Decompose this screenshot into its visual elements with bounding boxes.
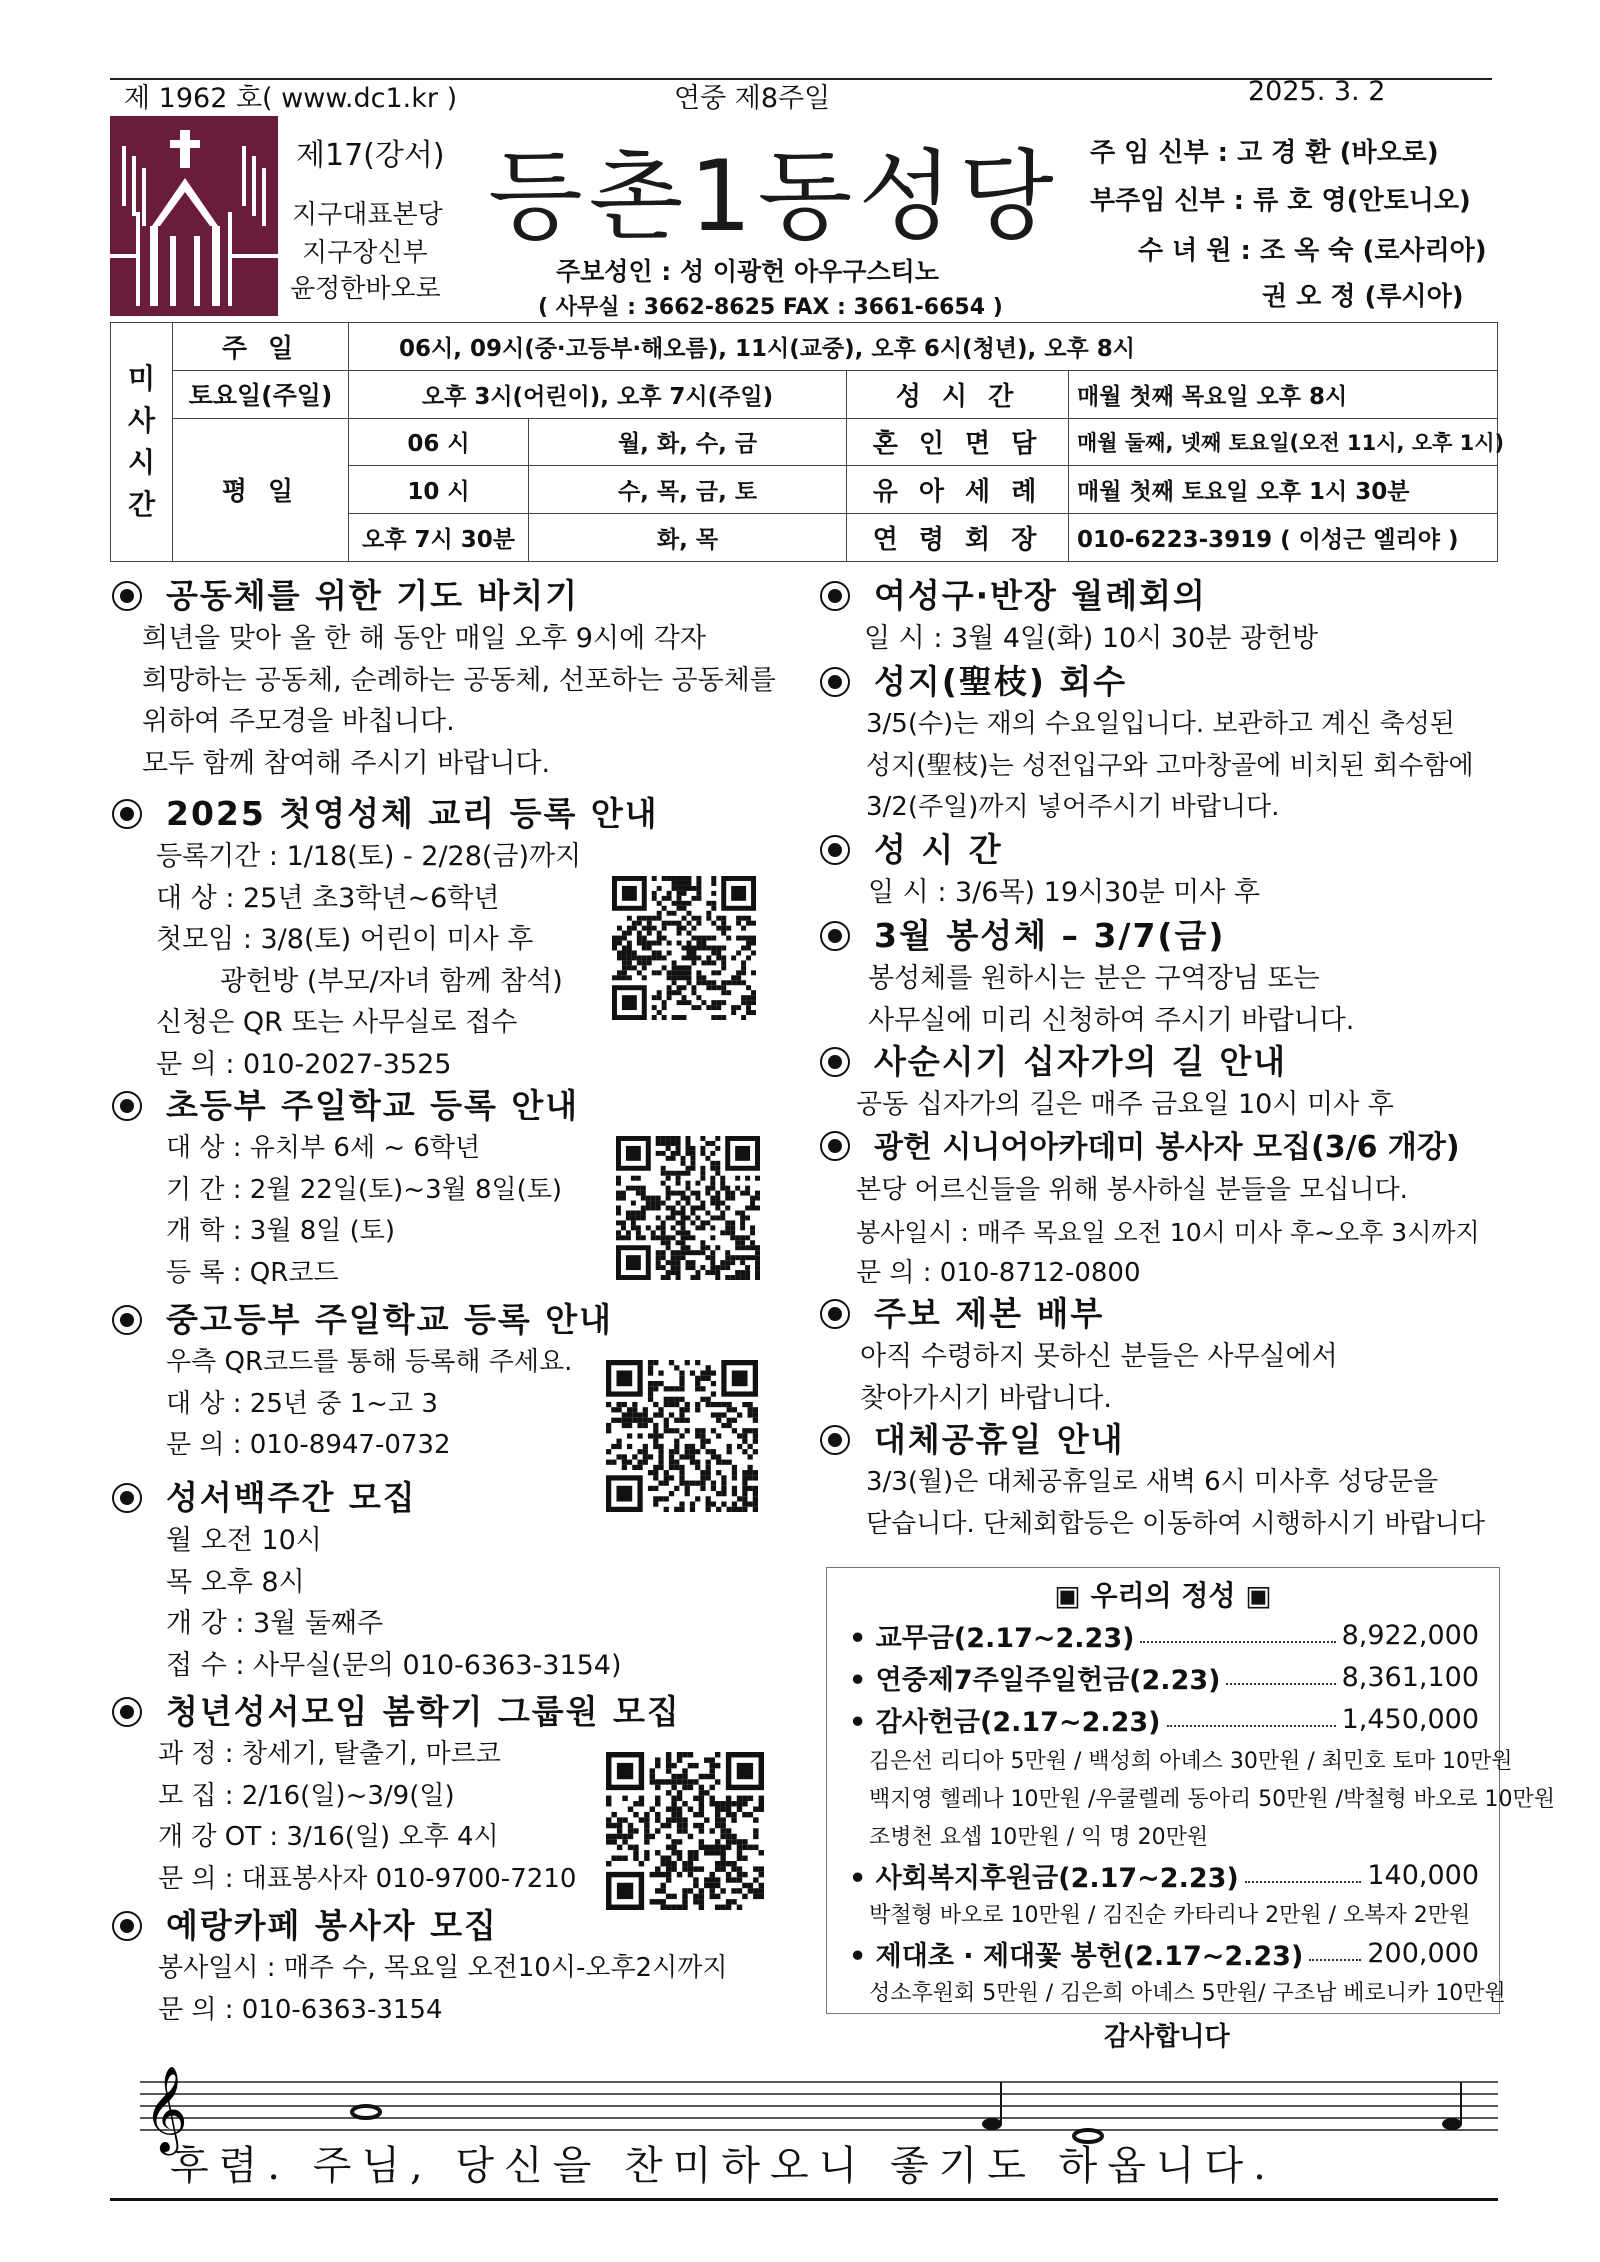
marriage-consult-label: 혼 인 면 담 xyxy=(847,418,1069,466)
district-line-4: 윤정한바오로 xyxy=(290,274,441,304)
section-line: 기 간 : 2월 22일(토)~3월 8일(토) xyxy=(166,1174,563,1205)
offering-label: • 감사헌금(2.17~2.23) xyxy=(849,1707,1161,1738)
section-line: 등 록 : QR코드 xyxy=(166,1257,339,1288)
mass-schedule-table xyxy=(110,322,1505,562)
donor-line: 백지영 헬레나 10만원 /우쿨렐레 동아리 50만원 /박철형 바오로 10만원 xyxy=(869,1787,1556,1812)
section-line: 개 강 : 3월 둘째주 xyxy=(166,1608,384,1639)
section-line: 위하여 주모경을 바칩니다. xyxy=(142,706,455,737)
section-line: 봉사일시 : 매주 수, 목요일 오전10시-오후2시까지 xyxy=(158,1953,728,1983)
section-line: 일 시 : 3/6목) 19시30분 미사 후 xyxy=(868,877,1260,908)
notice-stations-cross xyxy=(820,1040,1394,1126)
section-line: 월 오전 10시 xyxy=(166,1525,322,1556)
notice-women-meeting xyxy=(820,574,1318,660)
section-line: 문 의 : 010-8947-0732 xyxy=(166,1430,451,1460)
notice-youth-bible xyxy=(112,1690,681,1900)
section-title: 예랑카페 봉사자 모집 xyxy=(166,1906,498,1945)
section-line: 문 의 : 대표봉사자 010-9700-7210 xyxy=(158,1863,577,1894)
weekday-days-1: 월, 화, 수, 금 xyxy=(529,418,847,466)
section-line: 아직 수령하지 못하신 분들은 사무실에서 xyxy=(860,1341,1338,1372)
offering-amount: 140,000 xyxy=(1367,1860,1479,1891)
weekday-time-1: 06 시 xyxy=(349,418,529,466)
section-title: 청년성서모임 봄학기 그룹원 모집 xyxy=(166,1692,681,1731)
bullet-icon xyxy=(112,1697,142,1727)
weekday-days-2: 수, 목, 금, 토 xyxy=(529,466,847,514)
issue-date: 2025. 3. 2 xyxy=(1248,76,1386,107)
donor-line: 조병천 요셉 10만원 / 익 명 20만원 xyxy=(869,1825,1209,1850)
notice-senior-academy xyxy=(820,1126,1480,1295)
donor-line: 박철형 바오로 10만원 / 김진순 카타리나 2만원 / 오복자 2만원 xyxy=(869,1903,1471,1928)
section-line: 닫습니다. 단체회합등은 이동하여 시행하시기 바랍니다 xyxy=(866,1508,1485,1539)
offering-amount: 1,450,000 xyxy=(1341,1704,1479,1735)
section-line: 개 강 OT : 3/16(일) 오후 4시 xyxy=(158,1822,499,1852)
section-line: 3/3(월)은 대체공휴일로 새벽 6시 미사후 성당문을 xyxy=(866,1467,1439,1497)
notice-communion-sick xyxy=(820,914,1354,1041)
church-title: 등촌1동성당 xyxy=(488,140,1060,254)
offering-item xyxy=(849,1616,1479,1655)
office-contact: ( 사무실 : 3662-8625 FAX : 3661-6654 ) xyxy=(538,295,1003,320)
bullet-icon xyxy=(820,921,850,951)
bottom-divider xyxy=(110,2198,1498,2201)
sunday-label: 주 일 xyxy=(173,323,349,371)
section-title: 중고등부 주일학교 등록 안내 xyxy=(166,1300,614,1339)
district-name: 제17(강서) xyxy=(296,138,445,173)
weekday-time-2: 10 시 xyxy=(349,466,529,514)
section-title: 사순시기 십자가의 길 안내 xyxy=(874,1042,1288,1081)
bullet-icon xyxy=(112,1091,142,1121)
section-line: 문 의 : 010-6363-3154 xyxy=(158,1994,443,2025)
section-line: 공동 십자가의 길은 매주 금요일 10시 미사 후 xyxy=(856,1089,1394,1120)
section-line: 일 시 : 3월 4일(화) 10시 30분 광헌방 xyxy=(864,623,1319,654)
section-title: 여성구·반장 월례회의 xyxy=(874,576,1207,615)
offering-item xyxy=(849,1856,1479,1895)
church-icon xyxy=(110,116,278,316)
section-line: 본당 어르신들을 위해 봉사하실 분들을 모십니다. xyxy=(856,1175,1408,1205)
notice-first-communion xyxy=(112,792,659,1085)
mass-times-label: 미사시간 xyxy=(111,323,173,562)
section-line: 3/2(주일)까지 넣어주시기 바랍니다. xyxy=(866,792,1280,822)
section-line: 성지(聖枝)는 성전입구와 고마창골에 비치된 회수함에 xyxy=(866,750,1474,781)
section-line: 희망하는 공동체, 순례하는 공동체, 선포하는 공동체를 xyxy=(142,664,776,696)
bullet-icon xyxy=(820,1299,850,1329)
donor-line: 성소후원회 5만원 / 김은희 아녜스 5만원/ 구조남 베로니카 10만원 xyxy=(869,1981,1506,2006)
section-line: 대 상 : 유치부 6세 ~ 6학년 xyxy=(166,1133,481,1163)
section-line: 모두 함께 참여해 주시기 바랍니다. xyxy=(142,747,551,779)
section-line: 접 수 : 사무실(문의 010-6363-3154) xyxy=(166,1649,622,1681)
bullet-icon xyxy=(112,1483,142,1513)
section-line: 개 학 : 3월 8일 (토) xyxy=(166,1216,396,1246)
holy-hour-detail: 매월 첫째 목요일 오후 8시 xyxy=(1069,370,1498,418)
section-title: 공동체를 위한 기도 바치기 xyxy=(166,576,580,615)
section-title: 성 시 간 xyxy=(874,830,1003,869)
sunday-times: 06시, 09시(중·고등부·해오름), 11시(교중), 오후 6시(청년), 오후 8시 xyxy=(349,323,1498,371)
offering-amount: 8,922,000 xyxy=(1341,1620,1479,1651)
weekday-time-3: 오후 7시 30분 xyxy=(349,514,529,562)
notice-prayer xyxy=(112,574,776,784)
weekday-days-3: 화, 목 xyxy=(529,514,847,562)
section-line: 봉사일시 : 매주 목요일 오전 10시 미사 후~오후 3시까지 xyxy=(856,1217,1480,1247)
section-line: 3/5(수)는 재의 수요일입니다. 보관하고 계신 축성된 xyxy=(866,709,1455,739)
bullet-icon xyxy=(112,1305,142,1335)
section-title: 초등부 주일학교 등록 안내 xyxy=(166,1086,580,1125)
offering-box-title: ▣ 우리의 정성 ▣ xyxy=(1054,1579,1272,1612)
bullet-icon xyxy=(112,799,142,829)
church-logo xyxy=(110,116,278,316)
bullet-icon xyxy=(820,1425,850,1455)
bullet-icon xyxy=(112,1911,142,1941)
infant-baptism-detail: 매월 첫째 토요일 오후 1시 30분 xyxy=(1069,466,1498,514)
notice-elementary-school xyxy=(112,1084,579,1294)
section-line: 신청은 QR 또는 사무실로 접수 xyxy=(156,1007,518,1038)
offering-label: • 제대초 · 제대꽃 봉헌(2.17~2.23) xyxy=(849,1941,1304,1972)
saturday-times: 오후 3시(어린이), 오후 7시(주일) xyxy=(349,370,847,418)
saturday-label: 토요일(주일) xyxy=(173,370,349,418)
notice-substitute-holiday xyxy=(820,1418,1485,1545)
section-line: 목 오후 8시 xyxy=(166,1566,305,1598)
section-title: 성서백주간 모집 xyxy=(166,1478,417,1517)
offering-label: • 사회복지후원금(2.17~2.23) xyxy=(849,1863,1239,1894)
offering-amount: 8,361,100 xyxy=(1341,1662,1479,1693)
section-line: 찾아가시기 바랍니다. xyxy=(860,1382,1112,1414)
qr-code-first-communion[interactable] xyxy=(612,876,756,1020)
offering-amount: 200,000 xyxy=(1367,1938,1479,1969)
offering-box xyxy=(826,1567,1556,2014)
marriage-consult-detail: 매월 둘째, 넷째 토요일(오전 11시, 오후 1시) xyxy=(1069,418,1498,466)
hymn-refrain: 후렴. 주님, 당신을 찬미하오니 좋기도 하옵니다. xyxy=(170,2143,1276,2189)
section-line: 과 정 : 창세기, 탈출기, 마르코 xyxy=(158,1739,501,1769)
offering-item xyxy=(849,1658,1479,1697)
qr-code-young-adult[interactable] xyxy=(606,1752,764,1910)
bullet-icon xyxy=(820,667,850,697)
section-line: 등록기간 : 1/18(토) - 2/28(금)까지 xyxy=(156,841,582,872)
infant-baptism-label: 유 아 세 례 xyxy=(847,466,1069,514)
district-line-3: 지구장신부 xyxy=(302,238,428,268)
section-title: 성지(聖枝) 회수 xyxy=(874,662,1128,701)
issue-number: 제 1962 호( www.dc1.kr ) xyxy=(124,83,458,114)
offering-label: • 교무금(2.17~2.23) xyxy=(849,1623,1135,1654)
notice-palm-collection xyxy=(820,660,1474,829)
section-line: 대 상 : 25년 초3학년~6학년 xyxy=(156,882,500,914)
notice-cafe-volunteer xyxy=(112,1904,727,2031)
note-icon xyxy=(982,2118,1002,2130)
bullet-icon xyxy=(820,835,850,865)
qr-code-youth[interactable] xyxy=(606,1360,758,1512)
top-divider xyxy=(110,78,1492,80)
patron-saint: 주보성인 : 성 이광헌 아우구스티노 xyxy=(556,257,939,286)
section-line: 문 의 : 010-8712-0800 xyxy=(856,1258,1141,1288)
section-line: 우측 QR코드를 통해 등록해 주세요. xyxy=(166,1347,573,1377)
notice-holy-hour xyxy=(820,828,1260,914)
holy-hour-label: 성 시 간 xyxy=(847,370,1069,418)
assistant-pastor: 부주임 신부 : 류 호 영(안토니오) xyxy=(1090,186,1471,216)
section-title: 대체공휴일 안내 xyxy=(874,1420,1125,1459)
treble-clef-icon: 𝄞 xyxy=(144,2066,188,2152)
section-line: 광헌방 (부모/자녀 함께 참석) xyxy=(220,965,563,997)
notice-bulletin-binding xyxy=(820,1292,1338,1419)
section-line: 봉성체를 원하시는 분은 구역장님 또는 xyxy=(868,963,1320,994)
weekday-label: 평 일 xyxy=(173,418,349,561)
section-line: 문 의 : 010-2027-3525 xyxy=(156,1048,452,1080)
bullet-icon xyxy=(820,581,850,611)
note-icon xyxy=(352,2106,380,2118)
bullet-icon xyxy=(820,1047,850,1077)
district-line-2: 지구대표본당 xyxy=(292,200,443,230)
offering-item xyxy=(849,1934,1479,1973)
note-icon xyxy=(1442,2118,1462,2130)
qr-code-elementary[interactable] xyxy=(616,1136,760,1280)
funeral-contact-detail: 010-6223-3919 ( 이성근 엘리야 ) xyxy=(1069,514,1498,562)
section-line: 모 집 : 2/16(일)~3/9(일) xyxy=(158,1780,455,1811)
bullet-icon xyxy=(820,1131,850,1161)
offering-item xyxy=(849,1700,1479,1739)
funeral-contact-label: 연 령 회 장 xyxy=(847,514,1069,562)
section-title: 3월 봉성체 – 3/7(금) xyxy=(874,916,1226,955)
thanks-text: 감사합니다 xyxy=(1104,2022,1230,2052)
notice-youth-school xyxy=(112,1298,613,1467)
donor-line: 김은선 리디아 5만원 / 백성희 아녜스 30만원 / 최민호 토마 10만원 xyxy=(869,1749,1513,1774)
sister-2: 권 오 정 (루시아) xyxy=(1262,282,1464,312)
bullet-icon xyxy=(112,581,142,611)
sister-1: 수 녀 원 : 조 옥 숙 (로사리아) xyxy=(1138,236,1487,266)
section-line: 희년을 맞아 올 한 해 동안 매일 오후 9시에 각자 xyxy=(142,623,706,654)
pastor: 주 임 신부 : 고 경 환 (바오로) xyxy=(1090,138,1439,168)
section-line: 첫모임 : 3/8(토) 어린이 미사 후 xyxy=(156,924,534,955)
notice-bible-study xyxy=(112,1476,622,1686)
section-line: 사무실에 미리 신청하여 주시기 바랍니다. xyxy=(868,1004,1355,1036)
offering-label: • 연중제7주일주일헌금(2.23) xyxy=(849,1665,1221,1696)
liturgical-season: 연중 제8주일 xyxy=(674,83,831,114)
section-title: 2025 첫영성체 교리 등록 안내 xyxy=(166,794,659,833)
section-title: 광헌 시니어아카데미 봉사자 모집(3/6 개강) xyxy=(874,1130,1460,1165)
section-line: 대 상 : 25년 중 1~고 3 xyxy=(166,1388,438,1419)
section-title: 주보 제본 배부 xyxy=(874,1294,1105,1333)
